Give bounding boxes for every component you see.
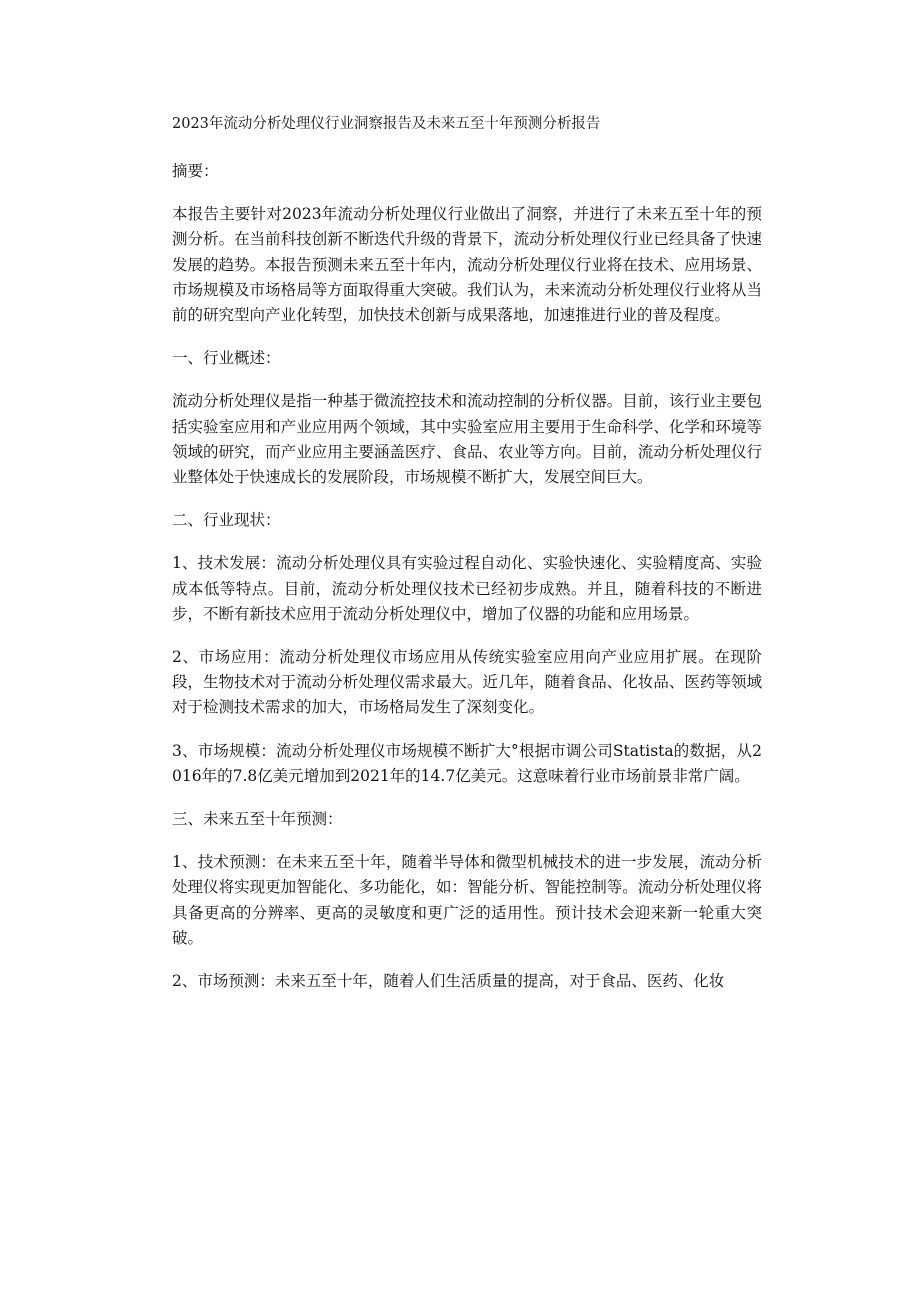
section-2-item: 2、市场应用：流动分析处理仪市场应用从传统实验室应用向产业应用扩展。在现阶段，生物技术对于流动分析处理仪需求最大。近几年，随着食品、化妆品、医药等领域对于检测技术需求的加大，市场格局发生了深刻变化。 (172, 648, 762, 717)
section-3-item: 2、市场预测：未来五至十年，随着人们生活质量的提高，对于食品、医药、化妆 (172, 972, 725, 991)
section-3-item: 1、技术预测：在未来五至十年，随着半导体和微型机械技术的进一步发展，流动分析处理仪将实现更加智能化、多功能化，如：智能分析、智能控制等。流动分析处理仪将具备更高的分辨率、更高的灵敏度和更广泛的适用性。预计技术会迎来新一轮重大突破。 (172, 853, 762, 947)
section-1-body: 流动分析处理仪是指一种基于微流控技术和流动控制的分析仪器。目前，该行业主要包括实验室应用和产业应用两个领域，其中实验室应用主要用于生命科学、化学和环境等领域的研究，而产业应用主要涵盖医疗、食品、农业等方向。目前，流动分析处理仪行业整体处于快速成长的发展阶段，市场规模不断扩大，发展空间巨大。 (172, 392, 762, 487)
section-1-heading: 一、行业概述： (172, 349, 281, 368)
section-2-item: 1、技术发展：流动分析处理仪具有实验过程自动化、实验快速化、实验精度高、实验成本低等特点。目前，流动分析处理仪技术已经初步成熟。并且，随着科技的不断进步，不断有新技术应用于流动分析处理仪中，增加了仪器的功能和应用场景。 (172, 554, 762, 623)
abstract-body: 本报告主要针对2023年流动分析处理仪行业做出了洞察，并进行了未来五至十年的预测分析。在当前科技创新不断迭代升级的背景下，流动分析处理仪行业已经具备了快速发展的趋势。本报告预测未来五至十年内，流动分析处理仪行业将在技术、应用场景、市场规模及市场格局等方面取得重大突破。我们认为，未来流动分析处理仪行业将从当前的研究型向产业化转型，加快技术创新与成果落地，加速推进行业的普及程度。 (172, 205, 762, 325)
document-title: 2023年流动分析处理仪行业洞察报告及未来五至十年预测分析报告 (172, 116, 601, 132)
section-2-item: 3、市场规模：流动分析处理仪市场规模不断扩大°根据市调公司Statista的数据，从2016年的7.8亿美元增加到2021年的14.7亿美元。这意味着行业市场前景非常广阔。 (172, 741, 762, 785)
section-2-heading: 二、行业现状： (172, 511, 281, 530)
document-page (172, 114, 762, 1012)
abstract-heading: 摘要： (172, 162, 219, 180)
section-3-heading: 三、未来五至十年预测： (172, 810, 343, 829)
